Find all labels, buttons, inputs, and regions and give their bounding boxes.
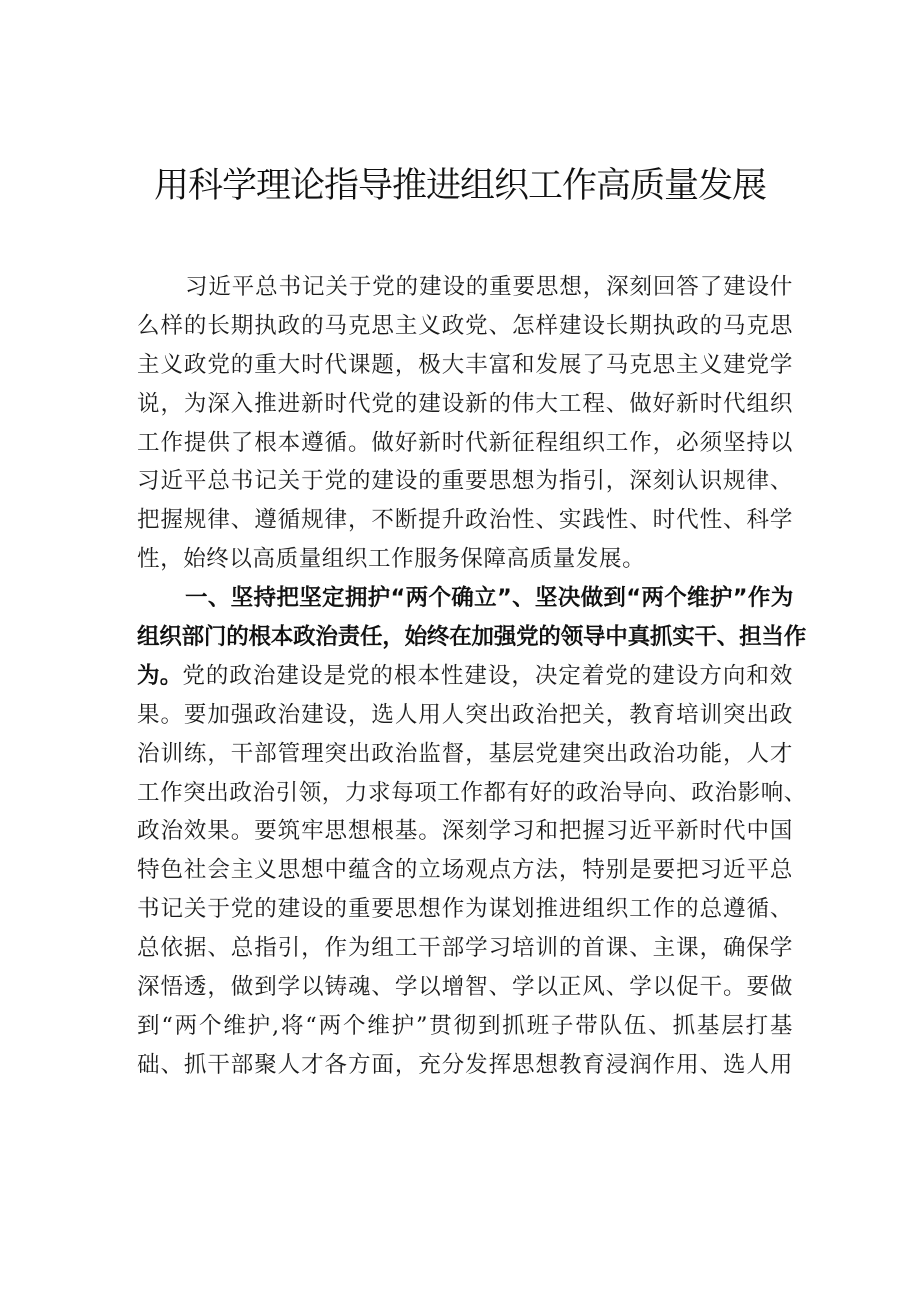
paragraph-line: 到“两个维护,将“两个维护”贯彻到抓班子带队伍、抓基层打基	[137, 1012, 793, 1039]
paragraph-line: 工作突出政治引领，力求每项工作都有好的政治导向、政治影响、	[137, 779, 807, 806]
section-heading-line: 一、坚持把坚定拥护“两个确立”、坚决做到“两个维护”作为	[185, 585, 793, 612]
section-heading-end: 为。	[137, 662, 183, 689]
paragraph-line: 总依据、总指引，作为组工干部学习培训的首课、主课，确保学	[137, 935, 793, 962]
paragraph-intro	[137, 268, 793, 579]
paragraph-line: 特色社会主义思想中蕴含的立场观点方法，特别是要把习近平总	[137, 857, 793, 884]
paragraph-line: 础、抓干部聚人才各方面，充分发挥思想教育浸润作用、选人用	[137, 1051, 793, 1078]
paragraph-section-one	[137, 579, 807, 1085]
paragraph-line: 果。要加强政治建设，选人用人突出政治把关，教育培训突出政	[137, 701, 793, 728]
paragraph-line: 书记关于党的建设的重要思想作为谋划推进组织工作的总遵循、	[137, 896, 793, 923]
paragraph-line: 深悟透，做到学以铸魂、学以增智、学以正风、学以促干。要做	[137, 974, 793, 1001]
paragraph-line: 主义政党的重大时代课题，极大丰富和发展了马克思主义建党学	[137, 351, 793, 378]
paragraph-line: 工作提供了根本遵循。做好新时代新征程组织工作，必须坚持以	[137, 429, 793, 456]
paragraph-line: 么样的长期执政的马克思主义政党、怎样建设长期执政的马克思	[137, 312, 793, 339]
section-heading-line: 组织部门的根本政治责任，始终在加强党的领导中真抓实干、担当作	[137, 624, 807, 651]
paragraph-line: 治训练，干部管理突出政治监督，基层党建突出政治功能，人才	[137, 740, 793, 767]
document-body	[137, 268, 807, 1085]
paragraph-line: 政治效果。要筑牢思想根基。深刻学习和把握习近平新时代中国	[137, 818, 793, 845]
section-text: 党的政治建设是党的根本性建设，决定着党的建设方向和效	[182, 662, 793, 689]
paragraph-line: 说，为深入推进新时代党的建设新的伟大工程、做好新时代组织	[137, 390, 793, 417]
paragraph-line: 把握规律、遵循规律，不断提升政治性、实践性、时代性、科学	[137, 507, 793, 534]
paragraph-line: 习近平总书记关于党的建设的重要思想，深刻回答了建设什	[185, 274, 793, 300]
document-title: 用科学理论指导推进组织工作高质量发展	[153, 166, 766, 206]
paragraph-line	[137, 657, 793, 696]
paragraph-line: 性，始终以高质量组织工作服务保障高质量发展。	[137, 546, 646, 573]
paragraph-line: 习近平总书记关于党的建设的重要思想为指引，深刻认识规律、	[137, 468, 793, 495]
